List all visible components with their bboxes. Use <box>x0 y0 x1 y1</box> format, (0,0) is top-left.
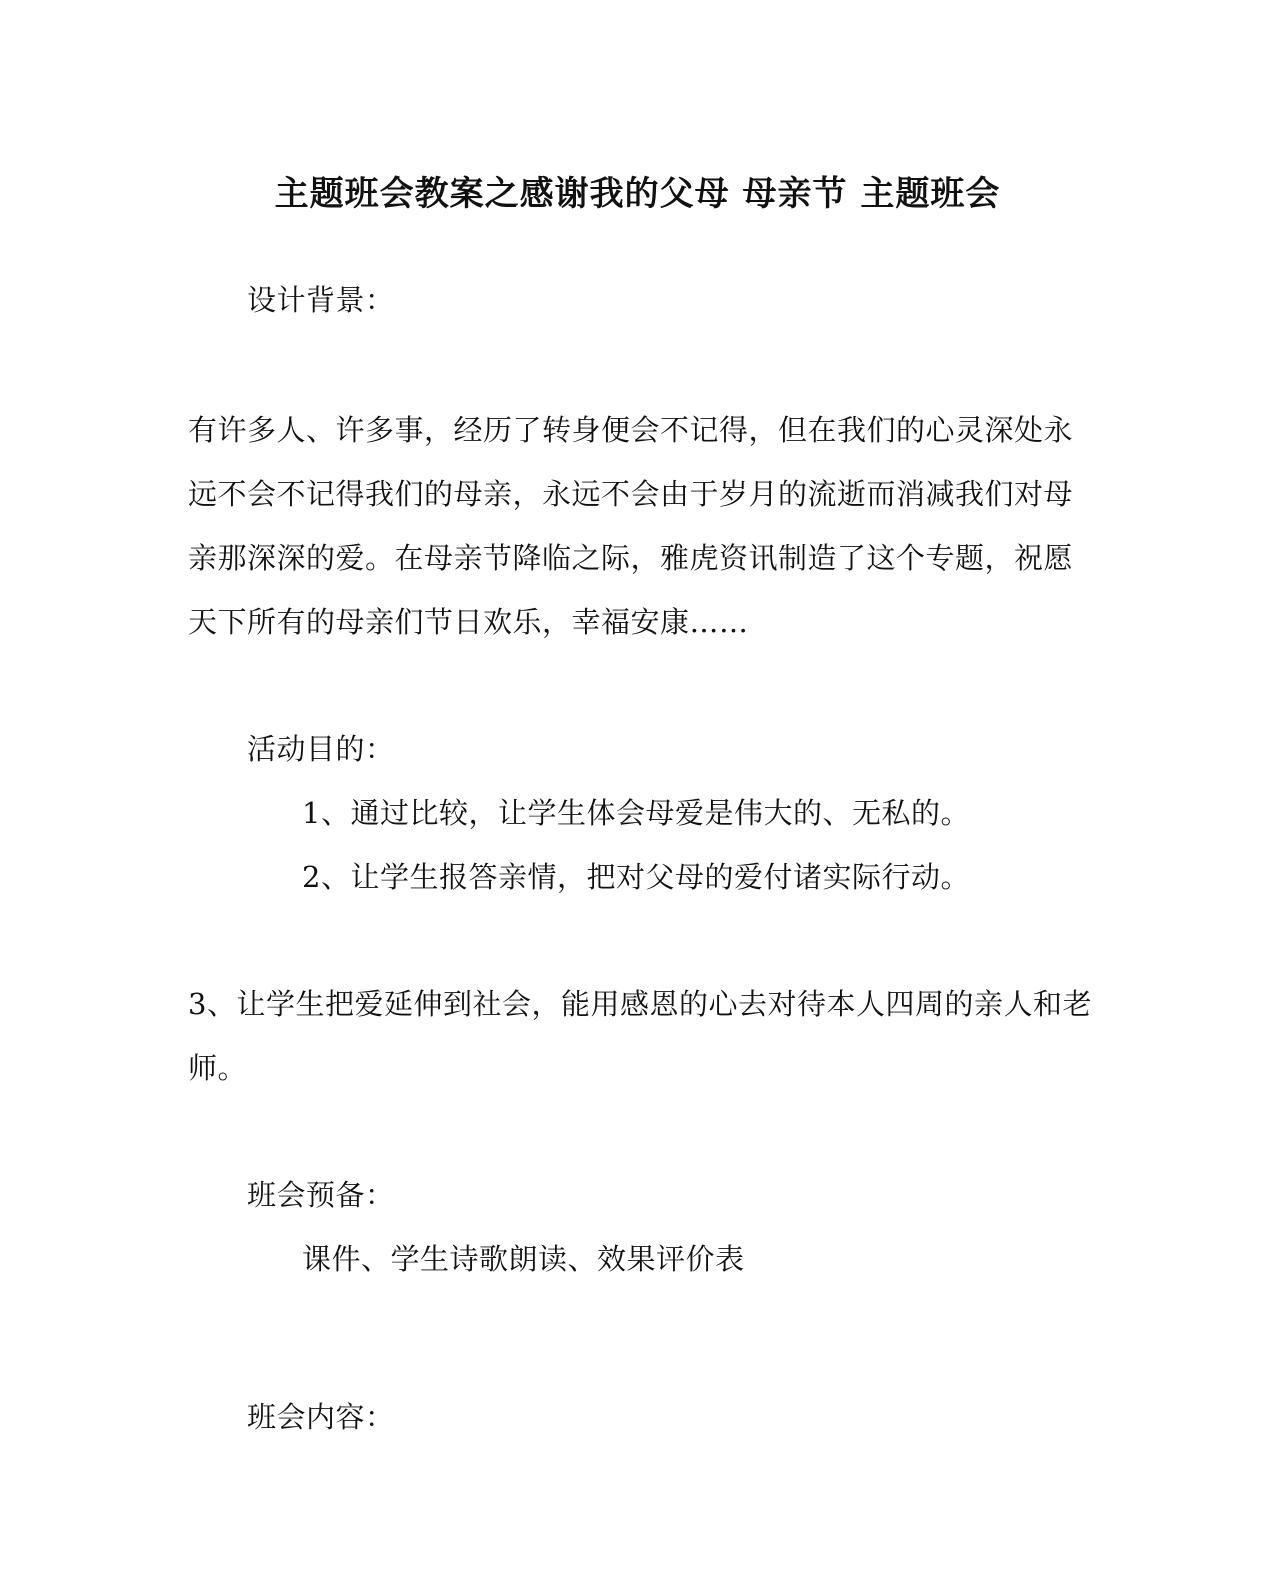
background-paragraph-line-3: 亲那深深的爱。在母亲节降临之际，雅虎资讯制造了这个专题，祝愿 <box>188 541 1074 575</box>
goal-item-3-line-1: 3、让学生把爱延伸到社会，能用感恩的心去对待本人四周的亲人和老 <box>188 987 1092 1021</box>
prep-heading: 班会预备： <box>247 1178 395 1212</box>
goal-item-3-line-2: 师。 <box>188 1051 248 1085</box>
document-title: 主题班会教案之感谢我的父母 母亲节 主题班会 <box>274 174 1001 214</box>
background-paragraph-line-4: 天下所有的母亲们节日欢乐，幸福安康…… <box>188 605 749 639</box>
background-paragraph-line-1: 有许多人、许多事，经历了转身便会不记得，但在我们的心灵深处永 <box>188 413 1074 447</box>
goal-item-2: 2、让学生报答亲情，把对父母的爱付诸实际行动。 <box>302 860 970 894</box>
prep-item: 课件、学生诗歌朗读、效果评价表 <box>302 1242 745 1276</box>
goal-item-1: 1、通过比较，让学生体会母爱是伟大的、无私的。 <box>302 796 970 830</box>
background-paragraph-line-2: 远不会不记得我们的母亲，永远不会由于岁月的流逝而消减我们对母 <box>188 477 1074 511</box>
content-heading: 班会内容： <box>247 1400 395 1434</box>
goal-heading: 活动目的： <box>247 732 395 766</box>
background-heading: 设计背景： <box>247 283 395 317</box>
